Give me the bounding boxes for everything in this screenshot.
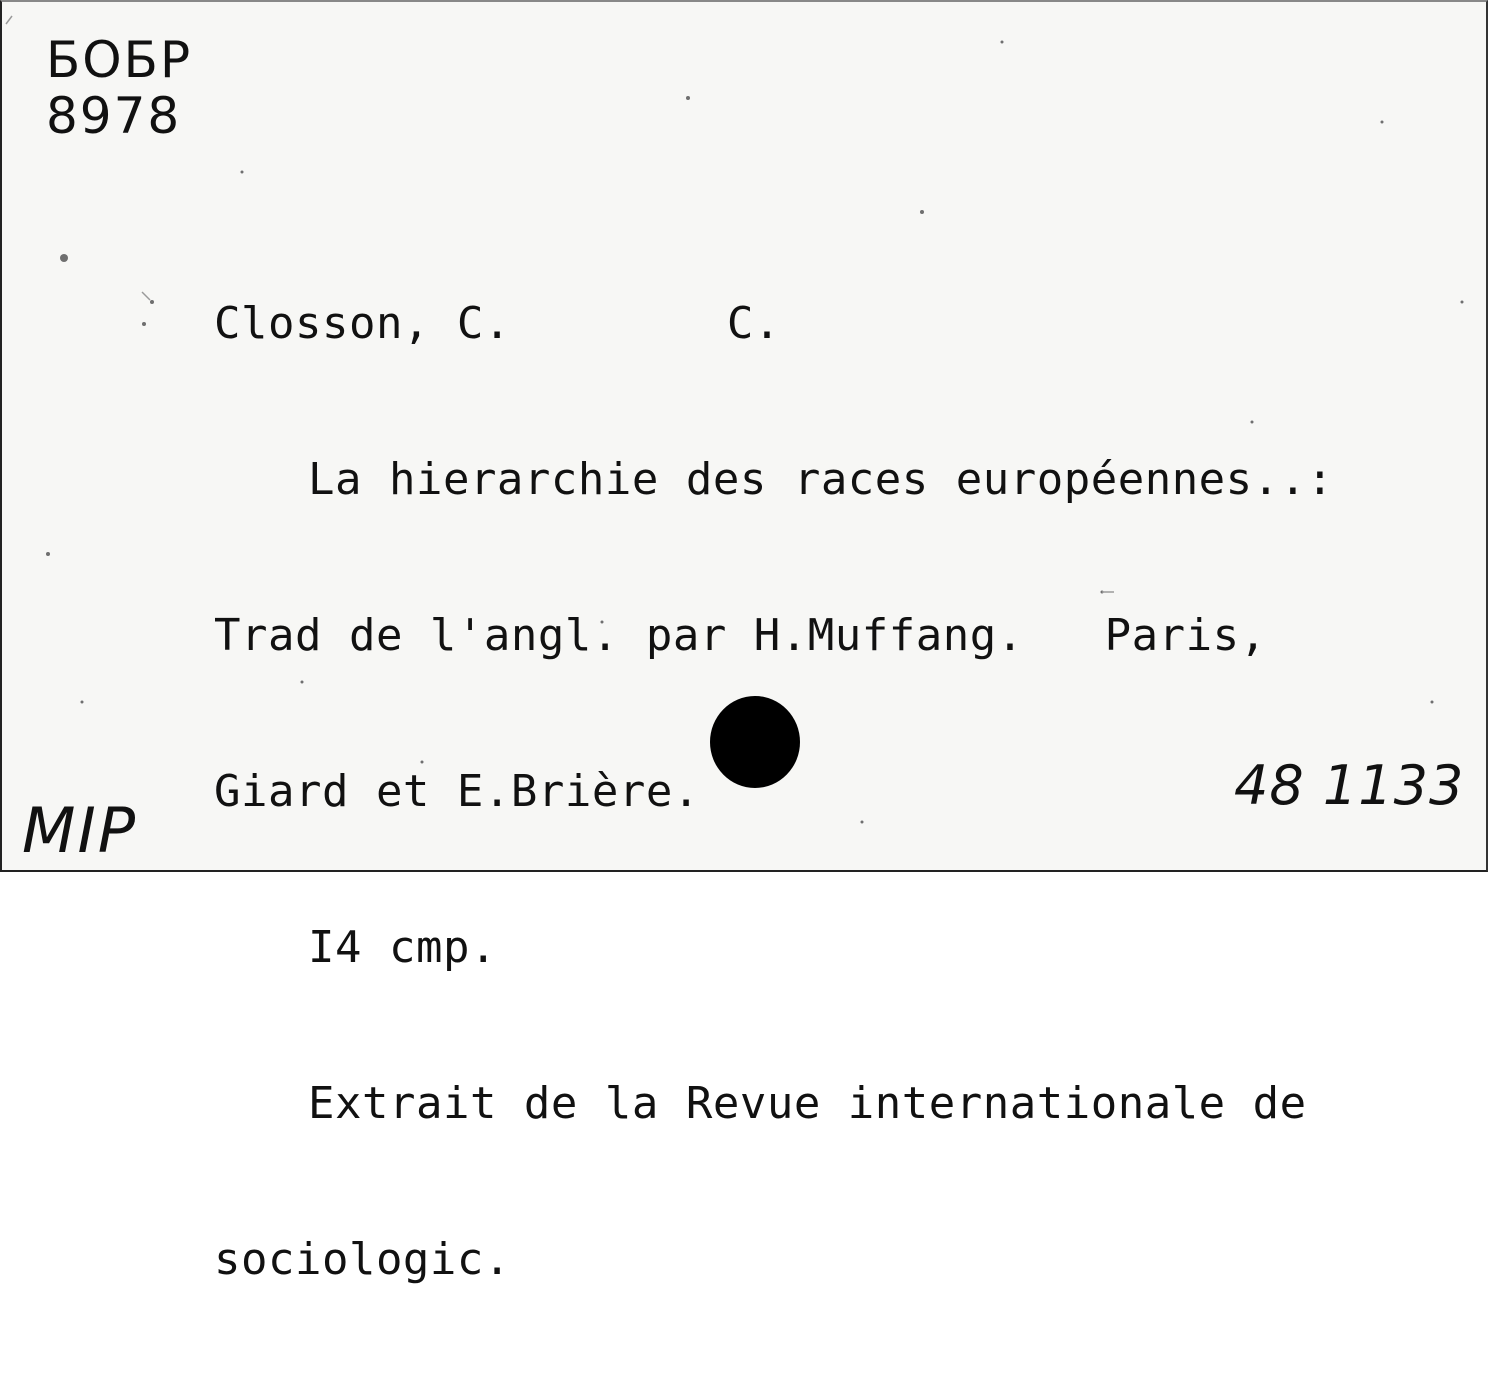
- shelfmark-number: 8978: [46, 87, 182, 145]
- pagination-line: I4 cmp.: [308, 922, 497, 973]
- handwritten-mark-right: 48 1133: [1234, 754, 1465, 817]
- author-line: Closson, C. C.: [214, 298, 781, 349]
- shelfmark-code: БОБР: [46, 31, 193, 89]
- imprint-line-2: Giard et E.Brière.: [214, 766, 700, 817]
- catalog-entry: [214, 194, 1334, 1390]
- title-line: La hierarchie des races européennes..:: [308, 454, 1334, 505]
- punch-hole: [710, 696, 800, 788]
- note-line-1: Extrait de la Revue internationale de: [308, 1078, 1307, 1129]
- handwritten-mark-left: MIP: [22, 794, 138, 867]
- shelfmark: [46, 32, 192, 144]
- imprint-line-1: Trad de l'angl. par H.Muffang. Paris,: [214, 610, 1267, 661]
- note-line-2: sociologic.: [214, 1234, 511, 1285]
